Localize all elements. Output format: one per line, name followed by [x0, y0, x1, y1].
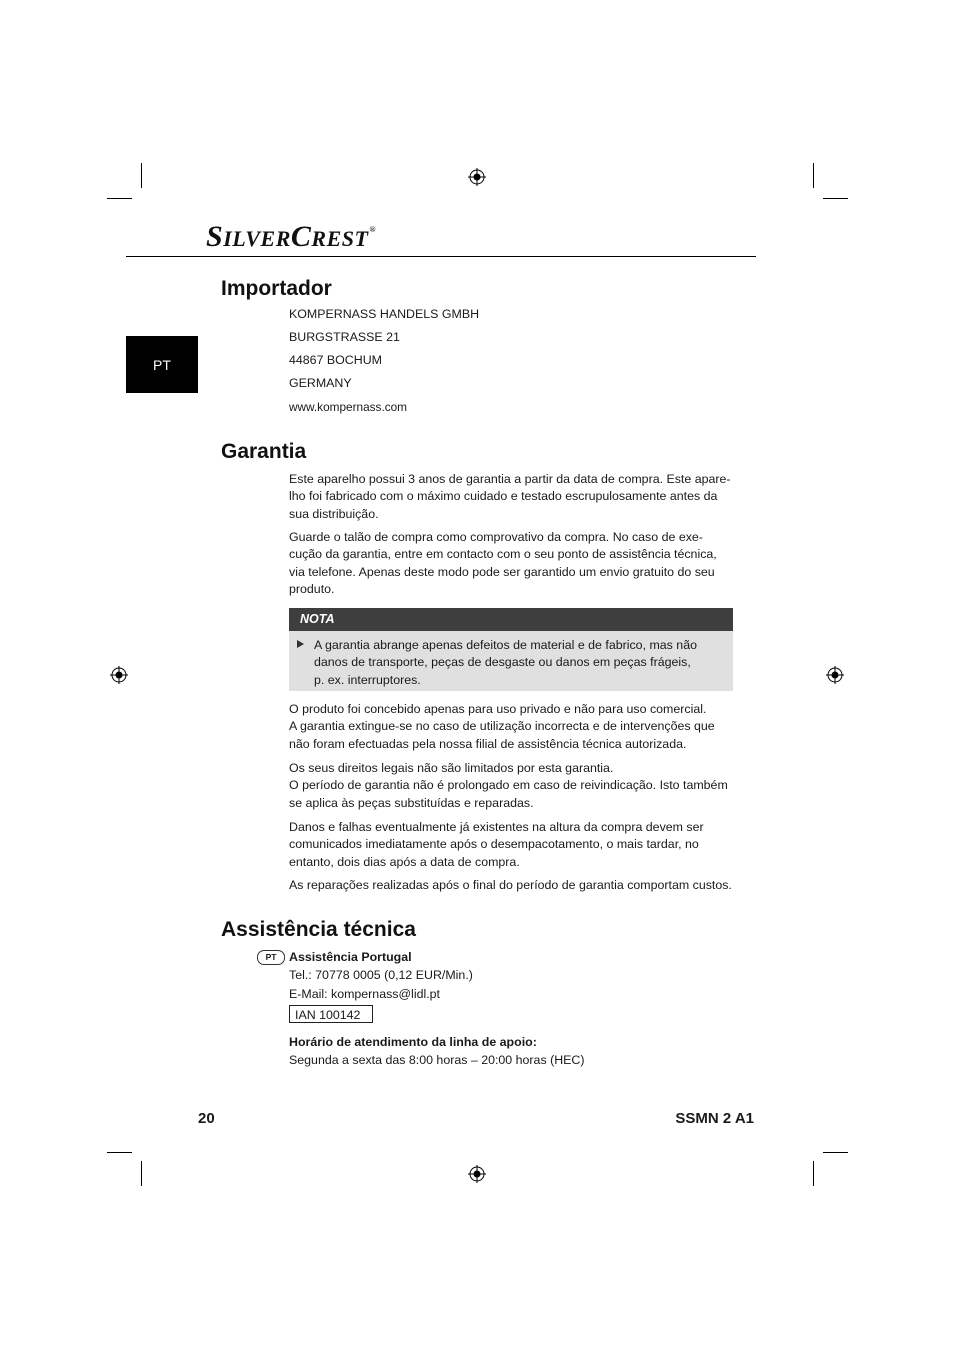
- page-number: 20: [198, 1110, 215, 1127]
- ian-box: IAN 100142: [289, 1005, 373, 1023]
- importer-website[interactable]: www.kompernass.com: [289, 400, 408, 414]
- warranty-heading: Garantia: [221, 440, 307, 463]
- crop-mark: [823, 1152, 848, 1153]
- crop-mark: [823, 198, 848, 199]
- service-heading: Assistência técnica: [221, 918, 416, 941]
- hours-title: Horário de atendimento da linha de apoio:: [289, 1035, 537, 1049]
- registration-mark-icon: [110, 666, 128, 684]
- hours-text: Segunda a sexta das 8:00 horas – 20:00 horas (HEC): [289, 1053, 585, 1067]
- arrow-right-icon: [297, 640, 304, 648]
- model-number: SSMN 2 A1: [675, 1110, 754, 1127]
- registration-mark-icon: [468, 168, 486, 186]
- country-badge: PT: [257, 950, 285, 965]
- registration-mark-icon: [826, 666, 844, 684]
- brand-logo: SILVERCREST®: [206, 220, 376, 253]
- registration-mark-icon: [468, 1165, 486, 1183]
- crop-mark: [813, 163, 814, 188]
- header-rule: [126, 256, 756, 257]
- note-text: A garantia abrange apenas defeitos de material e de fabrico, mas não danos de transporte, peças de desgaste ou danos em peças frágeis, p. ex. interruptores.: [289, 631, 733, 689]
- service-title: Assistência Portugal: [289, 950, 412, 964]
- importer-line: KOMPERNASS HANDELS GMBH: [289, 307, 480, 321]
- note-title: NOTA: [289, 608, 733, 631]
- crop-mark: [107, 1152, 132, 1153]
- warranty-paragraph: As reparações realizadas após o final do período de garantia comportam custos.: [289, 878, 732, 892]
- warranty-paragraph: Os seus direitos legais não são limitados por esta garantia. O período de garantia não é prolongado em caso de reivindicação. Isto também se aplica às peças substituídas e reparadas.: [289, 761, 728, 810]
- crop-mark: [141, 163, 142, 188]
- importer-line: 44867 BOCHUM: [289, 353, 382, 367]
- warranty-paragraph: O produto foi concebido apenas para uso privado e não para uso comercial. A garantia extingue-se no caso de utilização incorrecta e de intervenções que não foram efectuadas pela nossa filial de assistência técnica autorizada.: [289, 702, 715, 751]
- importer-heading: Importador: [221, 277, 332, 300]
- warranty-paragraph: Este aparelho possui 3 anos de garantia a partir da data de compra. Este apare- lho foi fabricado com o máximo cuidado e testado escrupulosamente antes da sua distribuição.: [289, 472, 731, 521]
- warranty-paragraph: Guarde o talão de compra como comprovativo da compra. No caso de exe- cução da garantia, entre em contacto com o seu ponto de assistência técnica, via telefone. Apenas deste modo pode ser garantido um envio gratuito do seu produto.: [289, 530, 717, 596]
- crop-mark: [107, 198, 132, 199]
- language-tab: PT: [126, 336, 198, 393]
- importer-line: BURGSTRASSE 21: [289, 330, 400, 344]
- importer-line: GERMANY: [289, 376, 352, 390]
- crop-mark: [141, 1161, 142, 1186]
- note-box: [289, 608, 733, 691]
- warranty-paragraph: Danos e falhas eventualmente já existentes na altura da compra devem ser comunicados imediatamente após o desempacotamento, o mais tardar, no entanto, dois dias após a data de compra.: [289, 820, 704, 869]
- crop-mark: [813, 1161, 814, 1186]
- service-phone: Tel.: 70778 0005 (0,12 EUR/Min.): [289, 968, 473, 982]
- service-email[interactable]: E-Mail: kompernass@lidl.pt: [289, 987, 440, 1001]
